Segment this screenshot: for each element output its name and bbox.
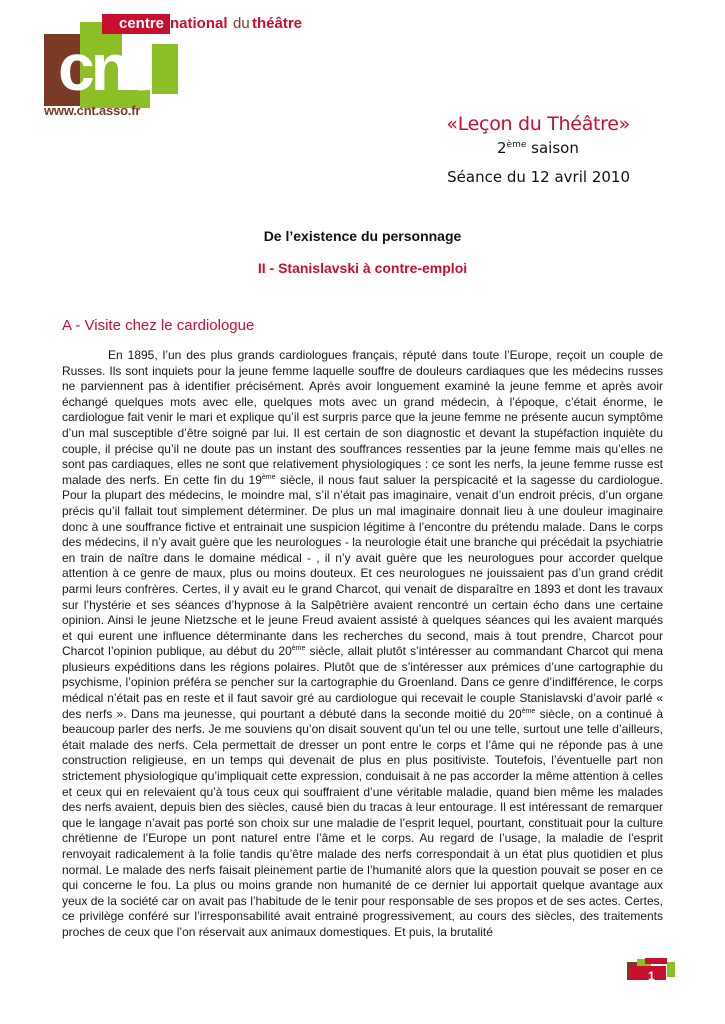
- org-name-du: du: [233, 15, 250, 32]
- session-date: Séance du 12 avril 2010: [447, 168, 630, 186]
- document-title: De l’existence du personnage: [263, 228, 462, 244]
- season-label: [497, 139, 579, 157]
- season-superscript: ème: [506, 140, 527, 150]
- series-title: «Leçon du Théâtre»: [446, 113, 630, 135]
- superscript: ème: [521, 707, 536, 715]
- logo-wordmark: cnt: [58, 30, 145, 104]
- section-heading: A - Visite chez le cardiologue: [62, 317, 255, 334]
- superscript: ème: [291, 645, 306, 653]
- page-number: 1: [648, 969, 655, 982]
- paragraph-part: En 1895, l’un des plus grands cardiologues français, réputé dans toute l’Europe, reçoit un couple de Russes. Ils sont inquiets pour la jeune femme laquelle souffre de douleurs cardiaques que les médecins russes ne parviennent pas à identifier précisément. Après avoir longuement examiné la jeune femme et après avoir échangé quelques mots avec elle, quelques mots avec un grand médecin, à l’époque, c’était énorme, le cardiologue fait venir le mari et explique qu’il est surpris parce que la jeune femme ne présente aucun symptôme d’un mal susceptible d’être soigné par lui. Il est certain de son diagnostic et devant la stupéfaction inquiète du couple, il précise qu’il ne doute pas un instant des souffrances ressenties par la jeune femme mais qu’elles ne sont pas cardiaques, elles ne sont que relativement physiologiques : ce sont les nerfs, la jeune femme russe est malade des nerfs. En cette fin du 19: [62, 348, 663, 487]
- paragraph: [62, 348, 663, 941]
- season-word: saison: [531, 139, 579, 157]
- superscript: ème: [261, 473, 276, 481]
- body-text: [62, 348, 663, 941]
- org-name-national: national: [170, 15, 228, 32]
- paragraph-part: siècle, allait plutôt s’intéresser au commandant Charcot qui mena plusieurs expéditions dans les régions polaires. Plutôt que de s’intéresser aux prémices d’une cartographie du psychisme, l’opinion préféra se pencher sur la cartographie du Groenland. Dans ce genre d’indifférence, le corps médical n’était pas en reste et il faut savoir gré au cardiologue qui recevait le couple Stanislavski d’avoir parlé « des nerfs ». Dans ma jeunesse, qui pourtant a débuté dans la seconde moitié du 20: [62, 644, 663, 721]
- paragraph-part: siècle, on a continué à beaucoup parler des nerfs. Je me souviens qu’on disait souvent qu’un tel ou une telle, surtout une telle d’ailleurs, était malade des nerfs. Cela permettait de dresser un pont entre le corps et l’âme qui ne réponde pas à une construction religieuse, en un temps qui devenait de plus en plus positiviste. Toutefois, l’éventuelle part non strictement physiologique qu’impliquait cette expression, conduisait à ne pas accorder la même attention à celles et ceux qui en relevaient qu’à tous ceux qui souffraient d’une véritable maladie, quand bien même les malades des nerfs avaient, depuis bien des siècles, causé bien du tracas à leur entourage. Il est intéressant de remarquer que le langage n’avait pas porté son choix sur une maladie de l’esprit lequel, pourtant, constituait pour la culture chrétienne de l’Europe un pont naturel entre l’âme et le corps. Au regard de l’usage, la maladie de l’esprit renvoyait radicalement à la folie tandis qu’être malade des nerfs correspondait à un état plus quotidien et plus normal. Le malade des nerfs faisait pleinement partie de l’humanité alors que la question pouvait se poser en ce qui concerne le fou. La plus ou moins grande non humanité de ce dernier lui apportait quelque avantage aux yeux de la société car on avait pas l’habitude de le tenir pour responsable de ses propos et de ses actes. Certes, ce privilège conféré sur l’irresponsabilité avait entrainé progressivement, au cours des siècles, des traitements proches de ceux que l’on réservait aux animaux domestiques. Et puis, la brutalité: [62, 706, 663, 939]
- paragraph-part: siècle, il nous faut saluer la perspicacité et la sagesse du cardiologue. Pour la plupart des médecins, le moindre mal, s’il n’était pas imaginaire, venait d’un endroit précis, d’un organe précis qu’il fallait tout simplement déterminer. De plus un mal imaginaire donnait lieu à une douleur imaginaire donc à une souffrance fictive et entrainait une suspicion légitime à l’encontre du prétendu malade. Dans le corps des médecins, il n’y avait guère que les neurologues - la neurologie était une branche qui précédait la psychiatrie en train de naître dans le domaine médical - , il n’y avait guère que les neurologues pour accorder quelque attention à ce genre de maux, plus ou moins douteux. Et ces neurologues ne jouissaient pas d’un grand crédit parmi leurs confrères. Certes, il y avait eu le grand Charcot, qui venait de disparaître en 1893 et dont les travaux sur l’hystérie et ses séances d’hypnose à la Salpêtrière avaient rencontré un certain écho dans une certaine opinion. Ainsi le jeune Nietzsche et le jeune Freud avaient assisté à quelques séances qui les avaient marqués et qui eurent une influence déterminante dans les recherches du second, mais à tout prendre, Charcot pour Charcot l’opinion publique, au début du 20: [62, 472, 663, 659]
- org-name-centre: centre: [119, 15, 165, 32]
- document-subtitle: II - Stanislavski à contre-emploi: [257, 260, 468, 276]
- org-name-theatre: théâtre: [252, 15, 303, 32]
- website-link[interactable]: www.cnt.asso.fr: [44, 103, 141, 118]
- footer-logo: [627, 958, 683, 982]
- season-number: 2: [497, 139, 507, 157]
